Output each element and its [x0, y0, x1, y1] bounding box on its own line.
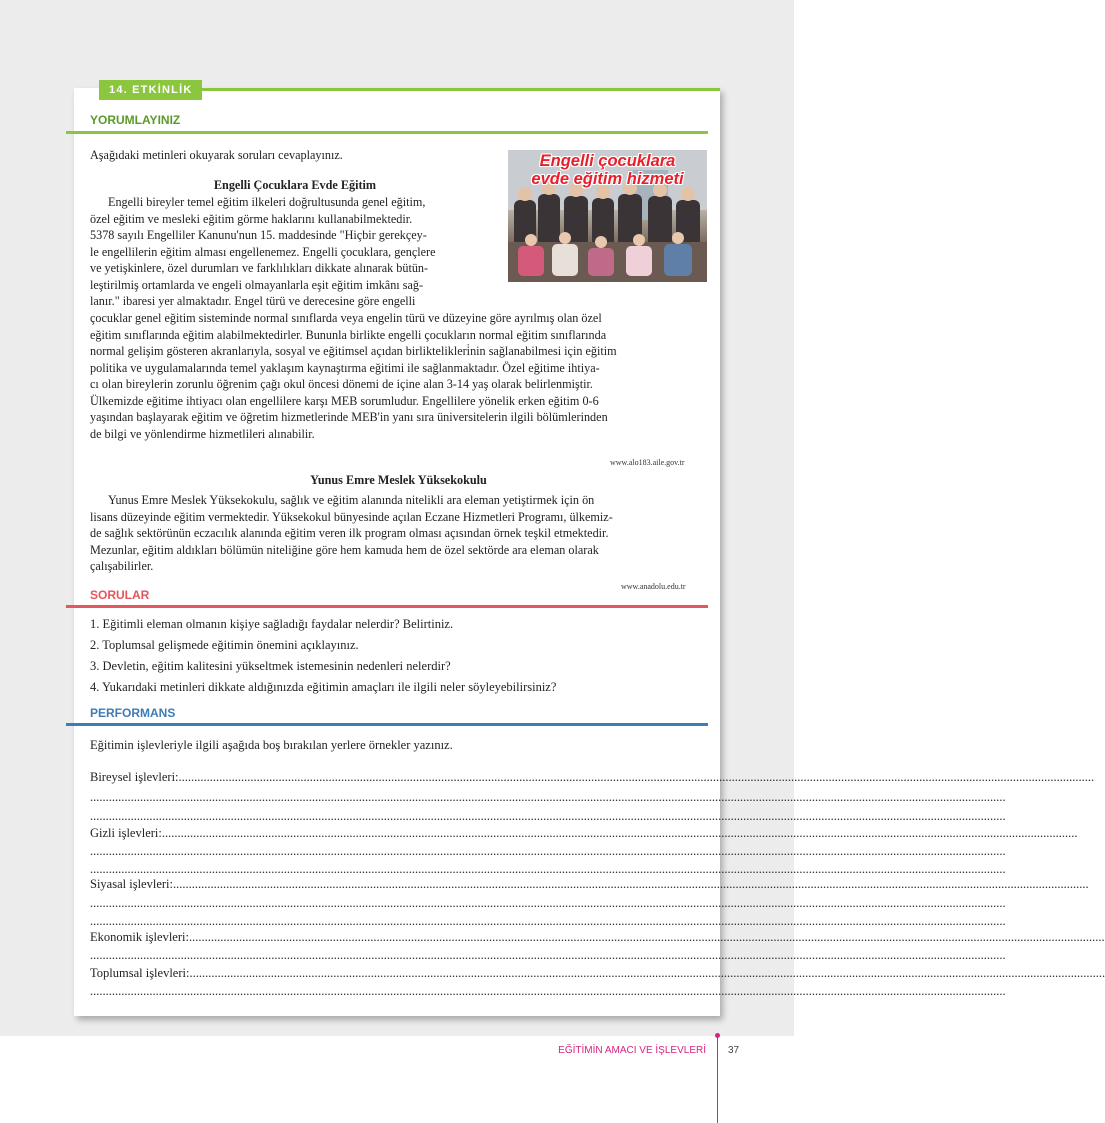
answer-line[interactable]	[90, 790, 1006, 805]
article-photo	[508, 150, 707, 282]
text-line: Ülkemizde eğitime ihtiyacı olan engellilere karşı MEB sorumludur. Engellilere yönelik erken eğitim 0-6	[90, 393, 599, 408]
photo-caption-line2: evde eğitim hizmeti	[531, 170, 684, 188]
answer-line-toplumsal[interactable]	[90, 966, 1105, 981]
section-title-performans: PERFORMANS	[90, 706, 176, 720]
field-label: Ekonomik işlevleri:	[90, 930, 189, 944]
text-line: lisans düzeyinde eğitim vermektedir. Yüksekokul bünyesinde açılan Eczane Hizmetleri Programı, ülkemiz-	[90, 509, 613, 524]
text-line: Engelli bireyler temel eğitim ilkeleri doğrultusunda genel eğitim,	[108, 195, 426, 209]
dotted-line: .....................................................................................................................................................................................................................................................................................................	[90, 984, 1006, 998]
photo-caption	[508, 152, 707, 188]
dotted-line: .....................................................................................................................................................................................................................................................................................................	[90, 844, 1006, 858]
question-4: 4. Yukarıdaki metinleri dikkate aldığınızda eğitimin amaçları ile ilgili neler söyleyebilirsiniz?	[90, 680, 557, 694]
text-line: eğitim sınıflarında eğitim alabilmektedirler. Bununla birlikte engelli çocukların normal eğitim sınıflarında	[90, 327, 607, 342]
section-title-yorumlayiniz: YORUMLAYINIZ	[90, 113, 181, 127]
article2-text	[90, 492, 707, 575]
article2-source: www.anadolu.edu.tr	[621, 582, 686, 591]
dotted-line: .....................................................................................................................................................................................................................................................................................................	[189, 966, 1105, 980]
footer-divider	[717, 1036, 718, 1123]
answer-line[interactable]	[90, 844, 1006, 859]
page-number: 37	[728, 1045, 740, 1056]
answer-line-ekonomik[interactable]	[90, 930, 1105, 945]
activity-label: 14. ETKİNLİK	[99, 80, 202, 100]
text-line: özel eğitim ve mesleki eğitim görme haklarını kullanabilmektedir.	[90, 211, 413, 226]
section-title-sorular: SORULAR	[90, 588, 150, 602]
article1-title: Engelli Çocuklara Evde Eğitim	[213, 178, 377, 192]
dotted-line: .....................................................................................................................................................................................................................................................................................................	[90, 809, 1006, 823]
field-label: Toplumsal işlevleri:	[90, 966, 190, 980]
section-line-blue	[66, 723, 708, 726]
activity-header-line	[186, 88, 720, 91]
text-line: Yunus Emre Meslek Yüksekokulu, sağlık ve eğitim alanında nitelikli ara eleman yetiştirmek için ön	[108, 493, 595, 507]
dotted-line: .....................................................................................................................................................................................................................................................................................................	[90, 862, 1006, 876]
dotted-line: .....................................................................................................................................................................................................................................................................................................	[178, 770, 1095, 784]
text-line: çocuklar genel eğitim sisteminde normal sınıflarda veya engelin türü ve düzeyine göre ayrılmış olan özel	[90, 311, 602, 325]
article1-wide-text	[90, 310, 707, 442]
text-line: leştirilmiş ortamlarda ve engeli olmayanlarla eşit eğitim imkânı sağ-	[90, 277, 424, 292]
section-line-red	[66, 605, 708, 608]
question-2: 2. Toplumsal gelişmede eğitimin önemini açıklayınız.	[90, 638, 359, 652]
field-label: Siyasal işlevleri:	[90, 877, 173, 891]
dotted-line: .....................................................................................................................................................................................................................................................................................................	[90, 896, 1006, 910]
footer-chapter-title: EĞİTİMİN AMACI VE İŞLEVLERİ	[558, 1045, 706, 1056]
text-line: çalışabilirler.	[90, 559, 154, 573]
dotted-line: .....................................................................................................................................................................................................................................................................................................	[90, 790, 1006, 804]
text-line: normal gelişim gösteren akranlarıyla, sosyal ve eğitimsel açıdan birliktelikleri̇nin sağlanabilmesi için eğitim	[90, 344, 617, 358]
text-line: politika ve uygulamalarında temel yaklaşım kaynaştırma eğitimi ile sağlanmaktadır. Özel eğitime ihtiya-	[90, 360, 600, 375]
answer-line[interactable]	[90, 948, 1006, 963]
text-line: yaşından başlayarak eğitim ve öğretim hizmetlerinde MEB'in yanı sıra üniversitelerin ilgili bölümlerinden	[90, 410, 608, 424]
question-3: 3. Devletin, eğitim kalitesini yükseltmek istemesinin nedenleri nelerdir?	[90, 659, 451, 673]
answer-line[interactable]	[90, 896, 1006, 911]
text-line: Mezunlar, eğitim aldıkları bölümün niteliğine göre hem kamuda hem de özel sektörde ara eleman olarak	[90, 542, 599, 557]
intro-text: Aşağıdaki metinleri okuyarak soruları cevaplayınız.	[90, 148, 343, 162]
question-1: 1. Eğitimli eleman olmanın kişiye sağladığı faydalar nelerdir? Belirtiniz.	[90, 617, 454, 631]
dotted-line: .....................................................................................................................................................................................................................................................................................................	[188, 930, 1105, 944]
answer-line[interactable]	[90, 984, 1006, 999]
field-label: Gizli işlevleri:	[90, 826, 162, 840]
text-line: le engellilerin eğitim alması engellenemez. Engelli çocuklara, gençlere	[90, 244, 436, 259]
article1-narrow-text	[90, 194, 494, 310]
dotted-line: .....................................................................................................................................................................................................................................................................................................	[172, 877, 1089, 891]
article1-source: www.alo183.aile.gov.tr	[610, 458, 685, 467]
photo-caption-line1: Engelli çocuklara	[539, 152, 676, 170]
answer-line-bireysel[interactable]	[90, 770, 1095, 785]
answer-line[interactable]	[90, 914, 1006, 929]
article2-title: Yunus Emre Meslek Yüksekokulu	[310, 473, 487, 487]
answer-line-gizli[interactable]	[90, 826, 1078, 841]
text-line: lanır." ibaresi yer almaktadır. Engel türü ve derecesine göre engelli	[90, 294, 416, 308]
answer-line[interactable]	[90, 862, 1006, 877]
text-line: de sağlık sektörünün eczacılık alanında eğitim veren ilk program olması açısından örnek teşkil etmektedir.	[90, 526, 609, 540]
answer-line-siyasal[interactable]	[90, 877, 1089, 892]
dotted-line: .....................................................................................................................................................................................................................................................................................................	[161, 826, 1078, 840]
answer-line[interactable]	[90, 809, 1006, 824]
dotted-line: .....................................................................................................................................................................................................................................................................................................	[90, 914, 1006, 928]
text-line: ve yetişkinlere, özel durumları ve farklılıkları dikkate alınarak bütün-	[90, 261, 429, 275]
performance-instruction: Eğitimin işlevleriyle ilgili aşağıda boş bırakılan yerlere örnekler yazınız.	[90, 738, 453, 752]
text-line: 5378 sayılı Engelliler Kanunu'nun 15. maddesinde "Hiçbir gerekçey-	[90, 228, 427, 242]
text-line: cı olan bireylerin zorunlu öğrenim çağı okul öncesi dönemi de içine alan 3-14 yaş olarak belirlenmiştir.	[90, 377, 593, 391]
dotted-line: .....................................................................................................................................................................................................................................................................................................	[90, 948, 1006, 962]
text-line: de bilgi ve yönlendirme hizmetlileri alınabilir.	[90, 426, 315, 441]
footer-divider-dot	[715, 1033, 720, 1038]
section-line-green	[66, 131, 708, 134]
field-label: Bireysel işlevleri:	[90, 770, 179, 784]
